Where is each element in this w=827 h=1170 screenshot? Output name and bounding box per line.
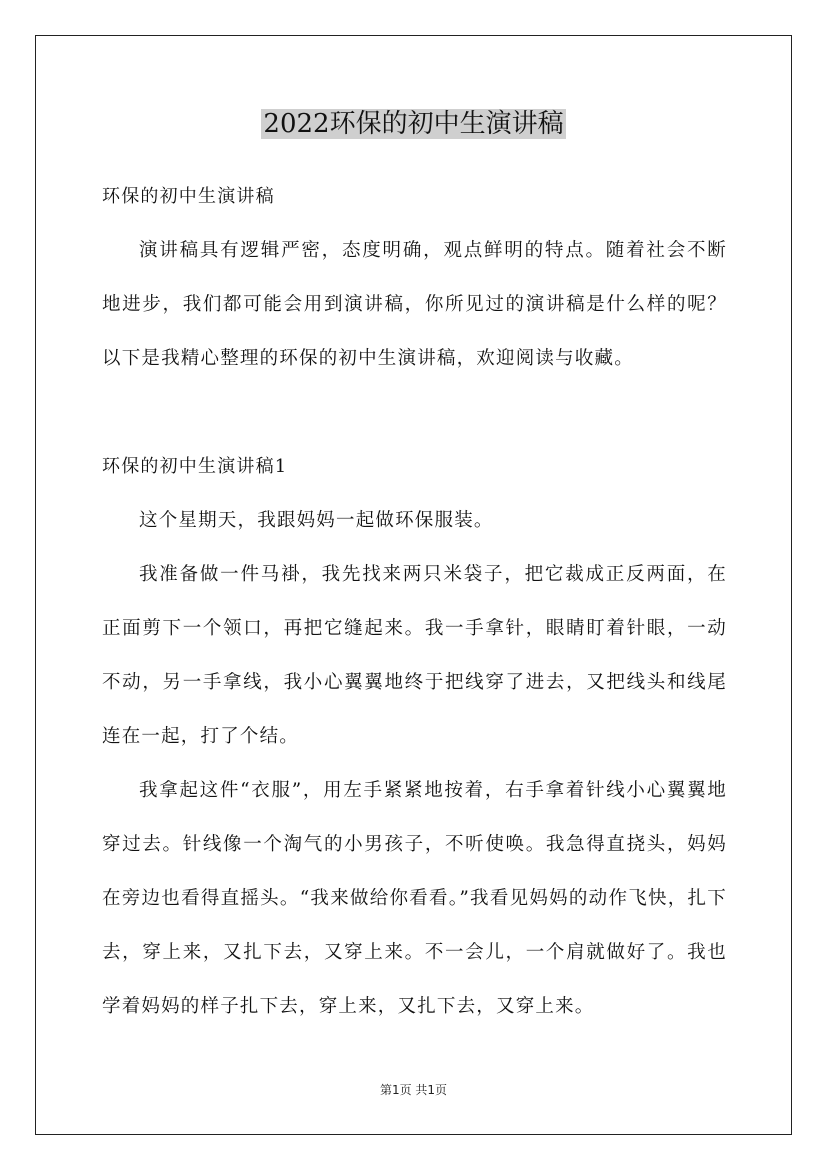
section-heading: 环保的初中生演讲稿1: [102, 456, 288, 477]
intro-paragraph: 演讲稿具有逻辑严密，态度明确，观点鲜明的特点。随着社会不断地进步，我们都可能会用到演讲稿，你所见过的演讲稿是什么样的呢？以下是我精心整理的环保的初中生演讲稿，欢迎阅读与收藏。: [102, 240, 727, 369]
page-footer: [0, 1081, 827, 1098]
page-number-label: 第1页 共1页: [379, 1083, 448, 1097]
body-paragraph-2: 我准备做一件马褂，我先找来两只米袋子，把它裁成正反两面，在正面剪下一个领口，再把它缝起来。我一手拿针，眼睛盯着针眼，一动不动，另一手拿线，我小心翼翼地终于把线穿了进去，又把线头和线尾连在一起，打了个结。: [102, 564, 727, 747]
document-title-text: 2022环保的初中生演讲稿: [263, 109, 564, 139]
document-body: [102, 170, 727, 1034]
document-subtitle: 环保的初中生演讲稿: [102, 186, 275, 207]
document-title: [0, 104, 827, 144]
body-paragraph-3: 我拿起这件“衣服”，用左手紧紧地按着，右手拿着针线小心翼翼地穿过去。针线像一个淘气的小男孩子，不听使唤。我急得直挠头，妈妈在旁边也看得直摇头。“我来做给你看看。”我看见妈妈的动作飞快，扎下去，穿上来，又扎下去，又穿上来。不一会儿，一个肩就做好了。我也学着妈妈的样子扎下去，穿上来，又扎下去，又穿上来。: [102, 780, 727, 1017]
body-paragraph-1: 这个星期天，我跟妈妈一起做环保服装。: [139, 510, 494, 531]
